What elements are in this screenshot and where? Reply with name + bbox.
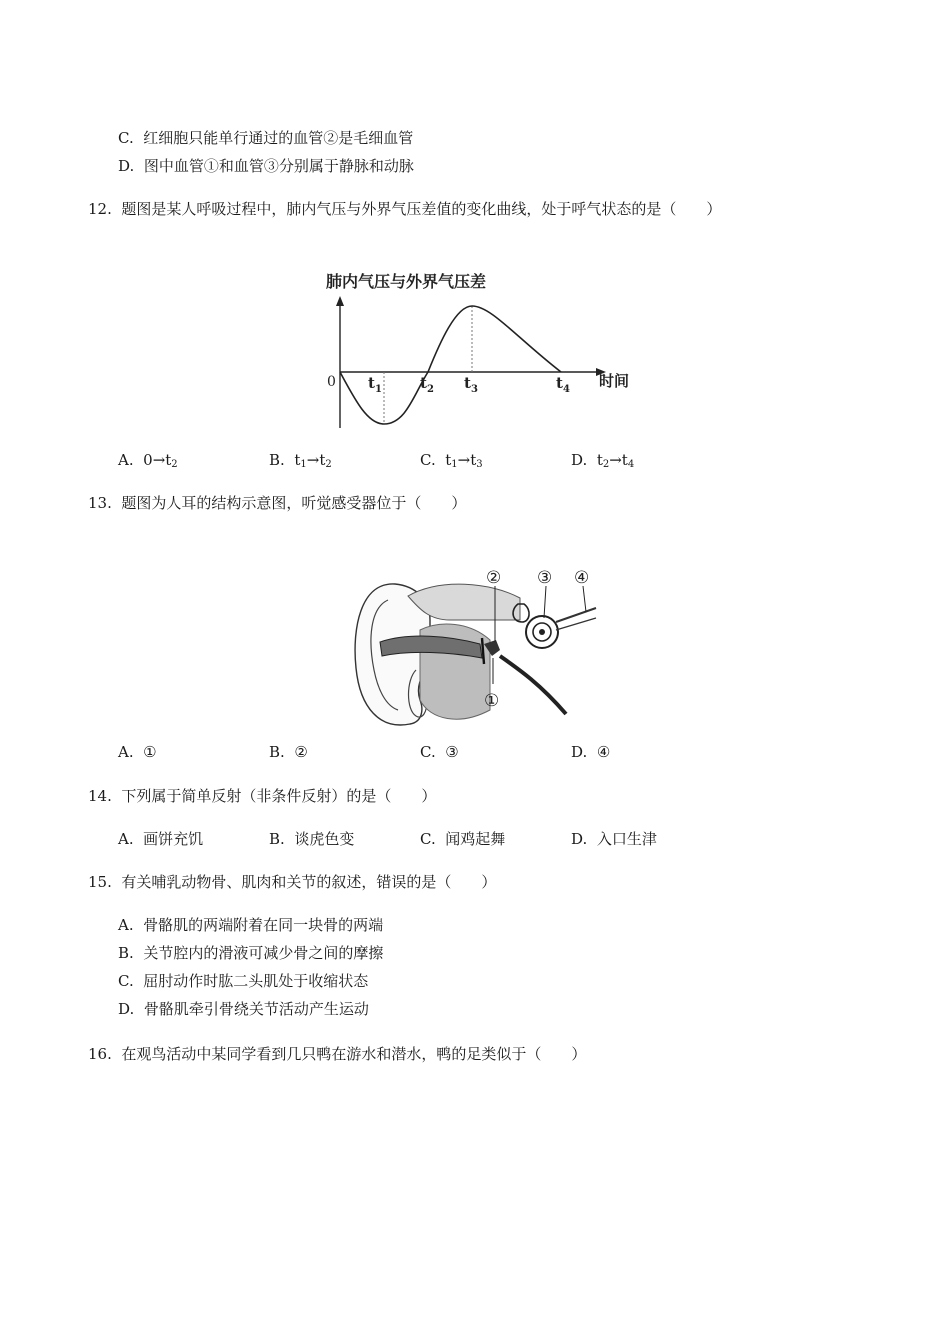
q11-option-d: D. 图中血管①和血管③分别属于静脉和动脉 xyxy=(118,157,414,175)
q12-option-d: D. $t_2\to t_4$ xyxy=(571,451,635,470)
q14-option-d: D. 入口生津 xyxy=(571,830,657,848)
q14-option-a: A. 画饼充饥 xyxy=(118,830,204,848)
leader-3 xyxy=(544,586,546,618)
q15-option-b: B. 关节腔内的滑液可减少骨之间的摩擦 xyxy=(118,944,384,962)
q14-options xyxy=(118,829,718,849)
leader-4 xyxy=(583,586,586,612)
tick-label-t4: $t_4$ xyxy=(556,374,570,395)
q15-stem: 15. 有关哺乳动物骨、肌肉和关节的叙述，错误的是（ ） xyxy=(88,873,497,891)
q13-stem: 13. 题图为人耳的结构示意图，听觉感受器位于（ ） xyxy=(88,494,467,512)
figure-label-1: ① xyxy=(484,691,500,711)
q15-option-a: A. 骨骼肌的两端附着在同一块骨的两端 xyxy=(118,916,384,934)
q16-stem: 16. 在观鸟活动中某同学看到几只鸭在游水和潜水，鸭的足类似于（ ） xyxy=(88,1045,587,1063)
q13-options xyxy=(118,742,718,762)
figure-label-4: ④ xyxy=(574,568,590,588)
figure-label-3: ③ xyxy=(537,568,553,588)
q12-option-b: B. $t_1\to t_2$ xyxy=(269,451,332,470)
q13-option-d: D. ④ xyxy=(571,743,611,761)
q13-option-a: A. ① xyxy=(118,743,157,761)
ear-structure-figure xyxy=(350,560,600,732)
q13-option-c: C. ③ xyxy=(420,743,459,761)
figure-label-2: ② xyxy=(486,568,502,588)
q11-option-c: C. 红细胞只能单行通过的血管②是毛细血管 xyxy=(118,129,414,147)
pressure-curve xyxy=(340,306,561,424)
origin-label: 0 xyxy=(327,374,336,390)
q12-option-a: A. $0\to t_2$ xyxy=(118,451,178,470)
q15-option-c: C. 屈肘动作时肱二头肌处于收缩状态 xyxy=(118,972,369,990)
q12-option-c: C. $t_1\to t_3$ xyxy=(420,451,483,470)
figure-title: 肺内气压与外界气压差 xyxy=(326,272,487,291)
q14-stem: 14. 下列属于简单反射（非条件反射）的是（ ） xyxy=(88,787,437,805)
q12-stem: 12. 题图是某人呼吸过程中，肺内气压与外界气压差值的变化曲线，处于呼气状态的是（ ） xyxy=(88,200,722,218)
q13-option-b: B. ② xyxy=(269,743,308,761)
tick-label-t2: $t_2$ xyxy=(420,374,434,395)
tick-label-t3: $t_3$ xyxy=(464,374,478,395)
eustachian-tube xyxy=(500,656,566,714)
q14-option-c: C. 闻鸡起舞 xyxy=(420,830,506,848)
q15-option-d: D. 骨骼肌牵引骨绕关节活动产生运动 xyxy=(118,1000,369,1018)
x-axis-label: 时间 xyxy=(599,372,630,390)
q12-options xyxy=(118,450,718,470)
cochlea-center xyxy=(539,629,545,635)
y-axis-arrow xyxy=(336,296,344,306)
pressure-curve-figure xyxy=(316,262,646,434)
q14-option-b: B. 谈虎色变 xyxy=(269,830,355,848)
tick-label-t1: $t_1$ xyxy=(368,374,382,395)
